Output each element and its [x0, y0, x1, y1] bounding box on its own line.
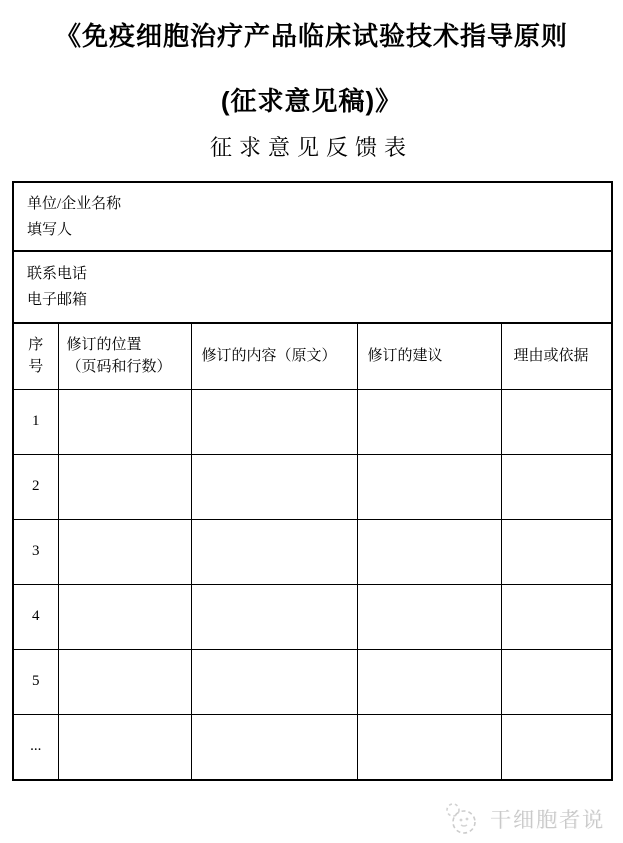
empty-cell	[357, 389, 501, 454]
table-row	[13, 584, 612, 649]
empty-cell	[357, 519, 501, 584]
form-subtitle: 征求意见反馈表	[209, 135, 413, 160]
company-name-label: 单位/企业名称	[27, 195, 122, 212]
email-label: 电子邮箱	[27, 292, 88, 308]
col-header-revision-position	[58, 323, 191, 389]
empty-cell	[501, 649, 612, 714]
empty-cell	[58, 649, 191, 714]
table-row	[13, 454, 612, 519]
row-number-cell: 5	[13, 649, 58, 714]
empty-cell	[501, 389, 612, 454]
empty-cell	[357, 584, 501, 649]
empty-cell	[191, 714, 357, 780]
col-header-revision-content: 修订的内容（原文）	[191, 323, 357, 389]
col-header-revision-suggestion: 修订的建议	[357, 323, 501, 389]
empty-cell	[191, 649, 357, 714]
empty-cell	[357, 649, 501, 714]
table-row	[13, 714, 612, 780]
row-number-cell: 1	[13, 389, 58, 454]
info-row-contact	[13, 251, 612, 323]
table-row	[13, 519, 612, 584]
filler-name-label: 填写人	[27, 221, 73, 238]
empty-cell	[191, 454, 357, 519]
empty-cell	[58, 454, 191, 519]
row-number-cell: 3	[13, 519, 58, 584]
empty-cell	[58, 389, 191, 454]
info-row-company	[13, 182, 612, 251]
cell-mascot-icon	[443, 801, 479, 837]
company-and-filler-cell	[13, 182, 612, 251]
empty-cell	[501, 454, 612, 519]
watermark-text: 干细胞者说	[490, 809, 605, 832]
row-number-cell: ...	[13, 714, 58, 780]
empty-cell	[501, 584, 612, 649]
empty-cell	[191, 584, 357, 649]
table-header-row	[13, 323, 612, 389]
phone-and-email-cell	[13, 251, 612, 323]
row-number-cell: 4	[13, 584, 58, 649]
position-header-line-1: 修订的位置	[66, 337, 142, 354]
empty-cell	[58, 519, 191, 584]
col-header-serial-number	[13, 323, 58, 389]
col-header-reason: 理由或依据	[501, 323, 612, 389]
page-title-line-1: 《免疫细胞治疗产品临床试验技术指导原则	[54, 21, 568, 51]
watermark	[443, 801, 605, 837]
empty-cell	[58, 584, 191, 649]
feedback-table	[12, 181, 613, 781]
empty-cell	[357, 714, 501, 780]
empty-cell	[501, 519, 612, 584]
serial-header-line-2: 号	[28, 359, 44, 376]
row-number-cell: 2	[13, 454, 58, 519]
empty-cell	[501, 714, 612, 780]
page-title-line-2: (征求意见稿)》	[220, 86, 403, 116]
empty-cell	[191, 519, 357, 584]
empty-cell	[357, 454, 501, 519]
serial-header-line-1: 序	[28, 337, 44, 354]
table-row	[13, 389, 612, 454]
empty-cell	[191, 389, 357, 454]
contact-phone-label: 联系电话	[27, 266, 88, 282]
position-header-line-2: （页码和行数）	[66, 359, 172, 376]
table-row	[13, 649, 612, 714]
empty-cell	[58, 714, 191, 780]
